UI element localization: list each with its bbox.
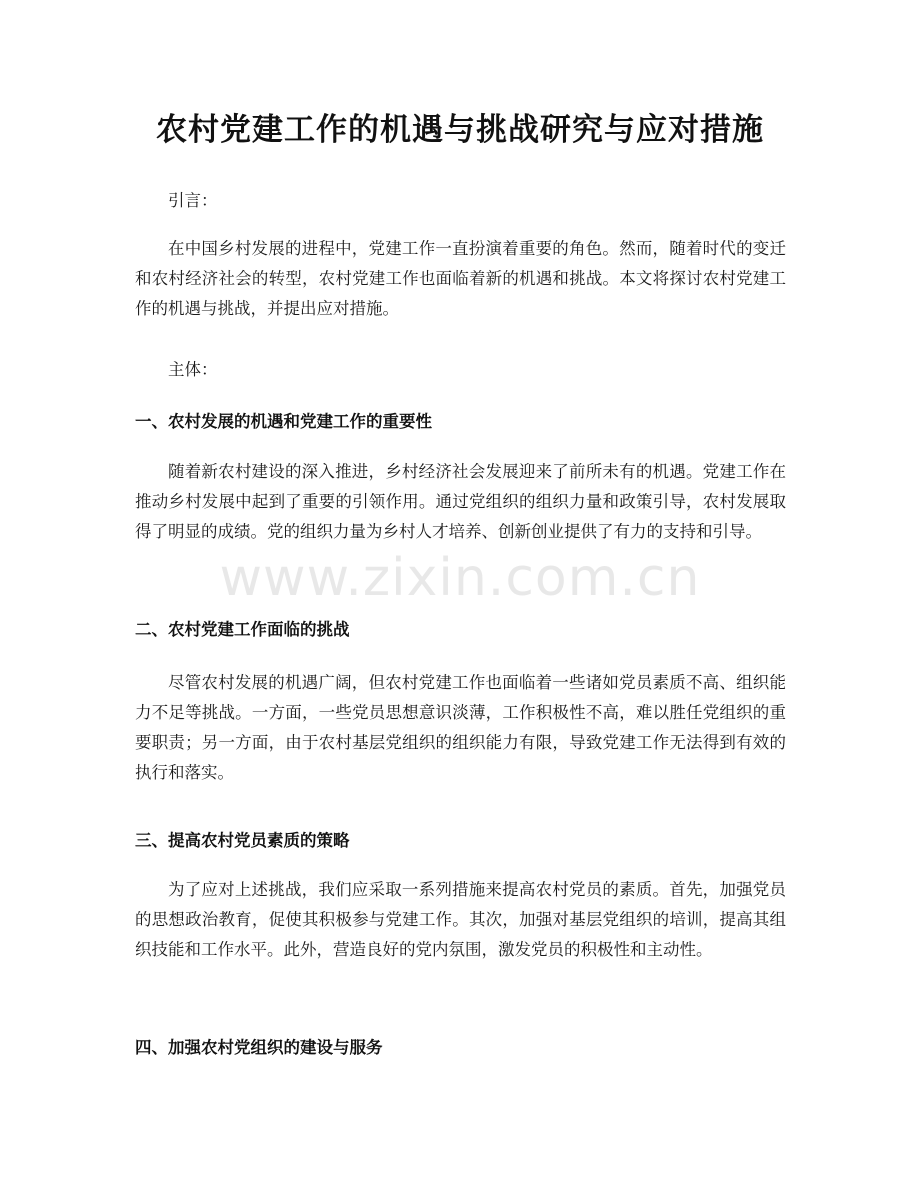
section-heading-3: 三、提高农村党员素质的策略 xyxy=(135,831,350,850)
intro-paragraph: 在中国乡村发展的进程中，党建工作一直扮演着重要的角色。然而，随着时代的变迁和农村经济社会的转型，农村党建工作也面临着新的机遇和挑战。本文将探讨农村党建工作的机遇与挑战，并提出应对措施。 xyxy=(135,239,786,318)
watermark: www.zixin.com.cn xyxy=(219,548,701,608)
document-title: 农村党建工作的机遇与挑战研究与应对措施 xyxy=(156,112,764,148)
intro-label: 引言： xyxy=(168,191,218,210)
section-paragraph-2: 尽管农村发展的机遇广阔，但农村党建工作也面临着一些诸如党员素质不高、组织能力不足等挑战。一方面，一些党员思想意识淡薄，工作积极性不高，难以胜任党组织的重要职责；另一方面，由于农村基层党组织的组织能力有限，导致党建工作无法得到有效的执行和落实。 xyxy=(135,673,786,782)
section-paragraph-3: 为了应对上述挑战，我们应采取一系列措施来提高农村党员的素质。首先，加强党员的思想政治教育，促使其积极参与党建工作。其次，加强对基层党组织的培训，提高其组织技能和工作水平。此外，营造良好的党内氛围，激发党员的积极性和主动性。 xyxy=(135,880,786,959)
section-heading-4: 四、加强农村党组织的建设与服务 xyxy=(135,1038,383,1057)
section-heading-1: 一、农村发展的机遇和党建工作的重要性 xyxy=(135,412,432,431)
section-heading-2: 二、农村党建工作面临的挑战 xyxy=(135,620,350,639)
body-label: 主体： xyxy=(168,360,218,379)
section-paragraph-1: 随着新农村建设的深入推进，乡村经济社会发展迎来了前所未有的机遇。党建工作在推动乡村发展中起到了重要的引领作用。通过党组织的组织力量和政策引导，农村发展取得了明显的成绩。党的组织力量为乡村人才培养、创新创业提供了有力的支持和引导。 xyxy=(135,462,786,541)
